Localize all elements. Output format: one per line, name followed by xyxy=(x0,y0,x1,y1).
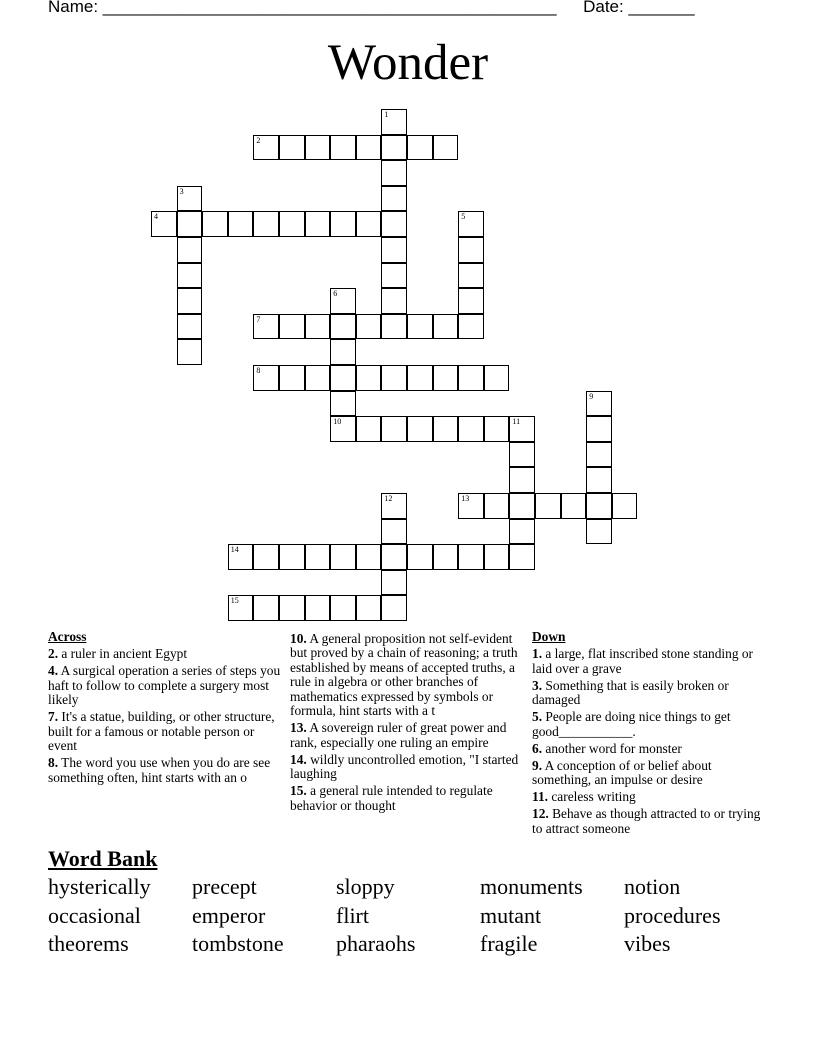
crossword-cell[interactable] xyxy=(407,416,433,442)
crossword-cell[interactable] xyxy=(151,211,177,237)
crossword-cell[interactable] xyxy=(458,314,484,340)
crossword-cell[interactable] xyxy=(381,544,407,570)
crossword-cell[interactable] xyxy=(177,339,203,365)
across-clue xyxy=(290,632,526,719)
crossword-cell[interactable] xyxy=(433,135,459,161)
word-bank-item: tombstone xyxy=(192,931,284,956)
crossword-cell[interactable] xyxy=(381,314,407,340)
down-clue xyxy=(532,679,768,708)
crossword-cell[interactable] xyxy=(612,493,638,519)
crossword-cell[interactable] xyxy=(509,467,535,493)
down-clues-column xyxy=(532,629,768,836)
crossword-cell[interactable] xyxy=(228,211,254,237)
crossword-cell[interactable] xyxy=(305,135,331,161)
word-bank-item: fragile xyxy=(480,931,538,956)
crossword-cell[interactable] xyxy=(381,263,407,289)
crossword-cell[interactable] xyxy=(407,314,433,340)
crossword-cell[interactable] xyxy=(586,493,612,519)
across-clue xyxy=(48,664,284,708)
crossword-cell[interactable] xyxy=(407,365,433,391)
crossword-cell[interactable] xyxy=(407,135,433,161)
crossword-cell[interactable] xyxy=(356,211,382,237)
clue-text: A conception of or belief about something, an impulse or desire xyxy=(532,757,712,787)
word-bank-title: Word Bank xyxy=(48,846,158,871)
across-list-1 xyxy=(48,647,284,785)
crossword-cell[interactable] xyxy=(253,135,279,161)
word-bank-item: monuments xyxy=(480,874,583,899)
word-bank-item: notion xyxy=(624,874,681,899)
down-clue xyxy=(532,742,768,757)
crossword-cell[interactable] xyxy=(433,365,459,391)
clue-text: Something that is easily broken or damaged xyxy=(532,677,729,707)
across-clue xyxy=(48,756,284,785)
crossword-cell[interactable] xyxy=(330,339,356,365)
clue-text: The word you use when you do are see something often, hint starts with an o xyxy=(48,755,271,785)
crossword-cell[interactable] xyxy=(561,493,587,519)
crossword-cell[interactable] xyxy=(586,519,612,545)
crossword-cell[interactable] xyxy=(228,595,254,621)
crossword-cell[interactable] xyxy=(381,211,407,237)
word-bank-item: theorems xyxy=(48,931,129,956)
crossword-cell[interactable] xyxy=(458,237,484,263)
clue-number: 1 xyxy=(384,110,389,119)
crossword-cell[interactable] xyxy=(177,263,203,289)
crossword-cell[interactable] xyxy=(458,263,484,289)
crossword-cell[interactable] xyxy=(253,595,279,621)
word-bank-item: mutant xyxy=(480,902,542,928)
clue-number: 9 xyxy=(589,391,594,401)
puzzle-title: Wonder xyxy=(327,35,489,91)
crossword-cell[interactable] xyxy=(177,288,203,314)
crossword-cell[interactable] xyxy=(535,493,561,519)
crossword-cell[interactable] xyxy=(330,211,356,237)
clue-number: 6 xyxy=(333,289,338,299)
crossword-cell[interactable] xyxy=(458,365,484,391)
clue-text: a large, flat inscribed stone standing or laid over a grave xyxy=(532,646,754,676)
clue-number-label: 9. xyxy=(532,757,543,773)
clue-text: a general rule intended to regulate behavior or thought xyxy=(290,783,493,813)
clue-number-label: 12. xyxy=(532,806,549,821)
crossword-cell[interactable] xyxy=(279,595,305,621)
crossword-cell[interactable] xyxy=(381,237,407,263)
word-bank xyxy=(48,873,768,959)
down-clue xyxy=(532,807,768,836)
clue-number: 12 xyxy=(384,494,393,503)
crossword-cell[interactable] xyxy=(330,391,356,417)
crossword-grid xyxy=(151,109,641,625)
clue-number-label: 14. xyxy=(290,751,307,767)
crossword-cell[interactable] xyxy=(330,135,356,161)
crossword-cell[interactable] xyxy=(381,519,407,545)
crossword-cell[interactable] xyxy=(433,416,459,442)
crossword-cell[interactable] xyxy=(305,211,331,237)
crossword-cell[interactable] xyxy=(484,416,510,442)
crossword-cell[interactable] xyxy=(228,544,254,570)
crossword-cell[interactable] xyxy=(484,544,510,570)
crossword-cell[interactable] xyxy=(407,544,433,570)
word-bank-item: sloppy xyxy=(336,874,395,899)
clue-number-label: 8. xyxy=(48,755,59,770)
crossword-cell[interactable] xyxy=(381,109,407,135)
crossword-cell[interactable] xyxy=(356,595,382,621)
clue-number-label: 4. xyxy=(48,663,59,678)
crossword-cell[interactable] xyxy=(586,391,612,417)
crossword-cell[interactable] xyxy=(305,314,331,340)
crossword-cell[interactable] xyxy=(458,211,484,237)
down-clue xyxy=(532,759,768,788)
crossword-cell[interactable] xyxy=(279,544,305,570)
across-heading: Across xyxy=(48,629,87,644)
crossword-cell[interactable] xyxy=(305,365,331,391)
word-bank-item: procedures xyxy=(624,902,721,928)
crossword-cell[interactable] xyxy=(509,544,535,570)
clue-number: 4 xyxy=(154,212,158,222)
clue-number: 15 xyxy=(230,596,239,606)
header xyxy=(48,0,748,19)
crossword-cell[interactable] xyxy=(356,135,382,161)
clue-number: 7 xyxy=(256,314,261,324)
down-clue xyxy=(532,790,768,805)
crossword-cell[interactable] xyxy=(381,493,407,519)
clue-number: 2 xyxy=(256,135,261,145)
clue-text: Behave as though attracted to or trying to attract someone xyxy=(532,806,761,836)
crossword-cell[interactable] xyxy=(356,365,382,391)
crossword-cell[interactable] xyxy=(458,544,484,570)
down-clue xyxy=(532,647,768,676)
crossword-cell[interactable] xyxy=(253,365,279,391)
clue-number: 5 xyxy=(461,212,466,222)
clue-text: It's a statue, building, or other structure, built for a famous or notable person or event xyxy=(48,709,275,753)
crossword-cell[interactable] xyxy=(381,416,407,442)
word-bank-item: flirt xyxy=(336,902,369,928)
across-clue xyxy=(48,710,284,754)
clue-number: 3 xyxy=(179,186,184,196)
across-clue xyxy=(290,753,526,782)
clue-text: another word for monster xyxy=(542,740,682,756)
clue-number-label: 13. xyxy=(290,720,307,735)
crossword-cell[interactable] xyxy=(586,416,612,442)
clue-number-label: 1. xyxy=(532,646,543,661)
crossword-cell[interactable] xyxy=(253,211,279,237)
crossword-cell[interactable] xyxy=(330,416,356,442)
word-bank-item: occasional xyxy=(48,902,141,928)
crossword-cell[interactable] xyxy=(381,135,407,161)
crossword-cell[interactable] xyxy=(330,314,356,340)
crossword-cell[interactable] xyxy=(330,288,356,314)
across-clue xyxy=(48,647,284,662)
crossword-cell[interactable] xyxy=(433,314,459,340)
clue-number-label: 10. xyxy=(290,630,307,646)
clue-text: A sovereign ruler of great power and rank, especially one ruling an empire xyxy=(290,720,507,750)
crossword-cell[interactable] xyxy=(253,314,279,340)
crossword-cell[interactable] xyxy=(509,416,535,442)
crossword-cell[interactable] xyxy=(509,493,535,519)
clue-number-label: 5. xyxy=(532,709,543,724)
across-clue xyxy=(290,784,526,813)
clue-number-label: 7. xyxy=(48,709,59,724)
clue-number-label: 3. xyxy=(532,677,543,693)
word-bank-item: emperor xyxy=(192,902,266,928)
crossword-cell[interactable] xyxy=(458,288,484,314)
crossword-cell[interactable] xyxy=(381,160,407,186)
crossword-cell[interactable] xyxy=(381,570,407,596)
clue-number: 10 xyxy=(333,417,342,427)
crossword-cell[interactable] xyxy=(177,314,203,340)
crossword-cell[interactable] xyxy=(279,211,305,237)
clue-text: a ruler in ancient Egypt xyxy=(58,646,188,661)
clue-number-label: 6. xyxy=(532,740,543,756)
crossword-cell[interactable] xyxy=(433,544,459,570)
date-field[interactable]: Date: _______ xyxy=(583,0,695,16)
crossword-cell[interactable] xyxy=(586,442,612,468)
word-bank-item: hysterically xyxy=(48,874,151,899)
clue-number-label: 11. xyxy=(532,789,548,804)
clue-number: 11 xyxy=(512,417,521,427)
down-clue xyxy=(532,710,768,739)
crossword-cell[interactable] xyxy=(509,442,535,468)
clue-text: wildly uncontrolled emotion, "I started laughing xyxy=(290,751,519,781)
down-heading: Down xyxy=(532,629,566,644)
word-bank-item: vibes xyxy=(624,931,671,956)
word-bank-item: precept xyxy=(192,874,257,899)
crossword-cell[interactable] xyxy=(509,519,535,545)
crossword-cell[interactable] xyxy=(177,211,203,237)
clue-number-label: 15. xyxy=(290,783,307,798)
crossword-cell[interactable] xyxy=(484,493,510,519)
clue-number: 8 xyxy=(256,366,261,375)
crossword-cell[interactable] xyxy=(586,467,612,493)
clue-number-label: 2. xyxy=(48,646,59,661)
crossword-cell[interactable] xyxy=(253,544,279,570)
crossword-cell[interactable] xyxy=(381,595,407,621)
across-clue xyxy=(290,721,526,750)
clue-text: A general proposition not self-evident but proved by a chain of reasoning; a truth established by means of accepted truths, a rule in algebra or other branches of mathematics expressed by symbols or formula, hint starts with a t xyxy=(290,630,518,718)
crossword-cell[interactable] xyxy=(305,595,331,621)
word-bank-item: pharaohs xyxy=(336,931,416,956)
crossword-cell[interactable] xyxy=(279,365,305,391)
crossword-cell[interactable] xyxy=(177,186,203,212)
crossword-cell[interactable] xyxy=(356,416,382,442)
crossword-cell[interactable] xyxy=(177,237,203,263)
crossword-cell[interactable] xyxy=(330,595,356,621)
crossword-cell[interactable] xyxy=(381,186,407,212)
crossword-cell[interactable] xyxy=(484,365,510,391)
name-field[interactable]: Name: ________________________________________________ xyxy=(48,0,557,16)
crossword-cell[interactable] xyxy=(330,365,356,391)
crossword-cell[interactable] xyxy=(381,288,407,314)
crossword-cell[interactable] xyxy=(381,365,407,391)
crossword-cell[interactable] xyxy=(330,544,356,570)
clue-number: 13 xyxy=(461,494,470,503)
clue-text: People are doing nice things to get good___________. xyxy=(532,709,731,739)
crossword-cell[interactable] xyxy=(279,314,305,340)
across-clues-column-2 xyxy=(290,629,526,813)
crossword-cell[interactable] xyxy=(458,416,484,442)
crossword-cell[interactable] xyxy=(279,135,305,161)
clue-text: careless writing xyxy=(548,789,636,804)
down-list xyxy=(532,647,768,836)
crossword-cell[interactable] xyxy=(356,544,382,570)
crossword-cell[interactable] xyxy=(356,314,382,340)
crossword-cell[interactable] xyxy=(305,544,331,570)
crossword-cell[interactable] xyxy=(202,211,228,237)
across-clues-column-1 xyxy=(48,629,284,785)
crossword-cell[interactable] xyxy=(458,493,484,519)
across-list-2 xyxy=(290,632,526,814)
clue-text: A surgical operation a series of steps you haft to follow to complete a surgery most likely xyxy=(48,663,281,707)
clue-number: 14 xyxy=(230,545,239,555)
